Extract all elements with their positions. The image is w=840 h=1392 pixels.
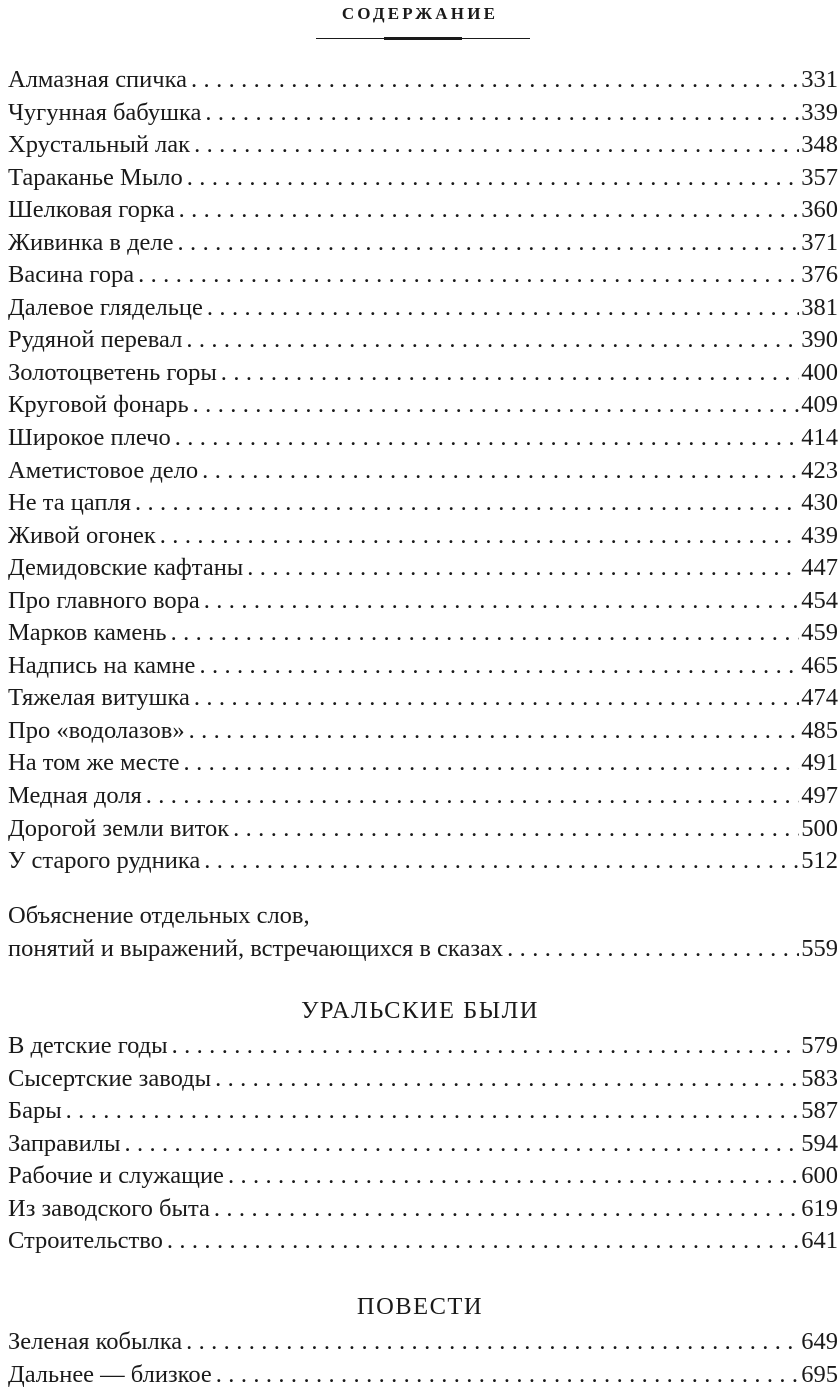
toc-entry-page: 376 bbox=[801, 261, 838, 289]
ornament-thick-rule bbox=[384, 37, 462, 40]
toc-entry-title: Строительство bbox=[8, 1227, 163, 1255]
dot-leader bbox=[186, 1326, 799, 1359]
toc-entry-page: 579 bbox=[801, 1032, 838, 1059]
toc-entry[interactable] bbox=[8, 747, 838, 780]
toc-entry-title: Дальнее — близкое bbox=[8, 1360, 212, 1388]
toc-entry-page: 559 bbox=[801, 935, 838, 962]
toc-entry[interactable] bbox=[8, 1030, 838, 1063]
toc-entry-title: Круговой фонарь bbox=[8, 391, 189, 419]
toc-entry[interactable] bbox=[8, 715, 838, 748]
toc-entry-title: Тяжелая витушка bbox=[8, 684, 190, 712]
toc-entry[interactable] bbox=[8, 162, 838, 195]
toc-entry[interactable] bbox=[8, 259, 838, 292]
toc-entry-page: 381 bbox=[801, 293, 838, 321]
toc-entry[interactable] bbox=[8, 292, 838, 325]
toc-entry-page: 649 bbox=[801, 1328, 838, 1355]
toc-entry-page: 414 bbox=[801, 424, 838, 452]
dot-leader bbox=[221, 357, 799, 390]
dot-leader bbox=[194, 682, 799, 715]
dot-leader bbox=[124, 1128, 799, 1161]
dot-leader bbox=[184, 747, 800, 780]
glossary-entry[interactable] bbox=[8, 933, 838, 966]
toc-entry[interactable] bbox=[8, 1359, 838, 1392]
toc-entry[interactable] bbox=[8, 422, 838, 455]
toc-entry[interactable] bbox=[8, 455, 838, 488]
toc-entry[interactable] bbox=[8, 1225, 838, 1258]
section-heading-povesti: ПОВЕСТИ bbox=[356, 1293, 484, 1320]
toc-entry-page: 485 bbox=[801, 716, 838, 744]
toc-entry-title: Марков камень bbox=[8, 619, 167, 647]
dot-leader bbox=[172, 1030, 800, 1063]
toc-entry-title: Живой огонек bbox=[8, 521, 156, 549]
dot-leader bbox=[167, 1225, 799, 1258]
toc-entry-page: 465 bbox=[801, 651, 838, 679]
toc-entry-page: 331 bbox=[801, 66, 838, 93]
toc-entry-title: Из заводского быта bbox=[8, 1194, 210, 1222]
toc-entry-title: Васина гора bbox=[8, 261, 135, 289]
toc-entry[interactable] bbox=[8, 97, 838, 130]
toc-entry[interactable] bbox=[8, 129, 838, 162]
toc-entry[interactable] bbox=[8, 1326, 838, 1359]
toc-entry-title: Золотоцветень горы bbox=[8, 358, 217, 386]
toc-entry[interactable] bbox=[8, 227, 838, 260]
toc-entry-page: 423 bbox=[801, 456, 838, 484]
dot-leader bbox=[228, 1160, 799, 1193]
toc-entry-page: 512 bbox=[801, 847, 838, 875]
dot-leader bbox=[199, 650, 799, 683]
toc-entry-title: Рудяной перевал bbox=[8, 326, 183, 354]
toc-entry[interactable] bbox=[8, 1063, 838, 1096]
dot-leader bbox=[189, 715, 800, 748]
dot-leader bbox=[207, 292, 799, 325]
toc-entry-title: Рабочие и служащие bbox=[8, 1162, 224, 1190]
toc-entry-page: 454 bbox=[801, 586, 838, 614]
toc-entry[interactable] bbox=[8, 487, 838, 520]
glossary-entry-line1: Объяснение отдельных слов, bbox=[8, 902, 310, 929]
dot-leader bbox=[191, 64, 799, 97]
toc-entry-title: Алмазная спичка bbox=[8, 66, 188, 93]
toc-entry-title: Далевое глядельце bbox=[8, 293, 203, 321]
toc-entry-title: Шелковая горка bbox=[8, 196, 175, 224]
toc-entry-page: 357 bbox=[801, 163, 838, 191]
toc-entry[interactable] bbox=[8, 780, 838, 813]
toc-entry-page: 390 bbox=[801, 326, 838, 354]
dot-leader bbox=[179, 194, 800, 227]
toc-entry-page: 619 bbox=[801, 1194, 838, 1222]
toc-entry-title: Про «водолазов» bbox=[8, 716, 185, 744]
toc-entry-title: Бары bbox=[8, 1097, 62, 1125]
dot-leader bbox=[135, 487, 799, 520]
toc-entry-title: Живинка в деле bbox=[8, 228, 174, 256]
toc-entry-title: Про главного вора bbox=[8, 586, 200, 614]
toc-entry[interactable] bbox=[8, 617, 838, 650]
toc-main-list bbox=[8, 64, 838, 878]
toc-entry-title: Заправилы bbox=[8, 1129, 121, 1157]
toc-entry[interactable] bbox=[8, 1160, 838, 1193]
dot-leader bbox=[66, 1095, 800, 1128]
dot-leader bbox=[247, 552, 799, 585]
toc-entry-title: Хрустальный лак bbox=[8, 131, 191, 159]
dot-leader bbox=[160, 520, 799, 553]
toc-entry[interactable] bbox=[8, 1128, 838, 1161]
toc-entry-page: 430 bbox=[801, 489, 838, 517]
dot-leader bbox=[175, 422, 800, 455]
toc-entry[interactable] bbox=[8, 1193, 838, 1226]
toc-entry-title: В детские годы bbox=[8, 1032, 168, 1059]
toc-entry-title: У старого рудника bbox=[8, 847, 201, 875]
dot-leader bbox=[507, 933, 799, 966]
toc-entry-page: 641 bbox=[801, 1227, 838, 1255]
title-ornament-divider bbox=[316, 37, 530, 41]
toc-entry-page: 474 bbox=[801, 684, 838, 712]
toc-entry-title: Широкое плечо bbox=[8, 424, 171, 452]
toc-entry-page: 600 bbox=[801, 1162, 838, 1190]
toc-entry[interactable] bbox=[8, 552, 838, 585]
dot-leader bbox=[233, 813, 799, 846]
glossary-list bbox=[8, 933, 838, 966]
toc-entry-page: 459 bbox=[801, 619, 838, 647]
toc-entry[interactable] bbox=[8, 650, 838, 683]
toc-entry[interactable] bbox=[8, 585, 838, 618]
toc-entry-page: 447 bbox=[801, 554, 838, 582]
dot-leader bbox=[193, 389, 800, 422]
toc-entry-title: Дорогой земли виток bbox=[8, 814, 230, 842]
dot-leader bbox=[171, 617, 800, 650]
toc-entry-page: 594 bbox=[801, 1129, 838, 1157]
toc-entry-page: 695 bbox=[801, 1360, 838, 1388]
toc-entry-page: 360 bbox=[801, 196, 838, 224]
toc-entry-title: Не та цапля bbox=[8, 489, 131, 517]
toc-entry-title: Сысертские заводы bbox=[8, 1064, 212, 1092]
dot-leader bbox=[214, 1193, 799, 1226]
toc-entry-title: Тараканье Мыло bbox=[8, 163, 183, 191]
toc-entry-page: 587 bbox=[801, 1097, 838, 1125]
toc-entry[interactable] bbox=[8, 845, 838, 878]
toc-entry-title: Аметистовое дело bbox=[8, 456, 199, 484]
section-heading-uralskie-byli: УРАЛЬСКИЕ БЫЛИ bbox=[301, 997, 539, 1024]
dot-leader bbox=[186, 324, 799, 357]
toc-entry-page: 348 bbox=[801, 131, 838, 159]
dot-leader bbox=[187, 162, 799, 195]
toc-entry-page: 500 bbox=[801, 814, 838, 842]
toc-entry-page: 400 bbox=[801, 358, 838, 386]
dot-leader bbox=[202, 455, 799, 488]
toc-entry[interactable] bbox=[8, 357, 838, 390]
toc-entry[interactable] bbox=[8, 194, 838, 227]
toc-entry-page: 497 bbox=[801, 782, 838, 810]
toc-entry[interactable] bbox=[8, 682, 838, 715]
toc-entry[interactable] bbox=[8, 813, 838, 846]
toc-entry-title: понятий и выражений, встречающихся в сказах bbox=[8, 935, 504, 962]
dot-leader bbox=[146, 780, 800, 813]
dot-leader bbox=[138, 259, 799, 292]
toc-entry-page: 371 bbox=[801, 228, 838, 256]
dot-leader bbox=[216, 1359, 799, 1392]
toc-entry[interactable] bbox=[8, 64, 838, 97]
toc-entry[interactable] bbox=[8, 389, 838, 422]
toc-entry-page: 339 bbox=[801, 98, 838, 126]
dot-leader bbox=[178, 227, 800, 260]
dot-leader bbox=[204, 845, 799, 878]
toc-entry-title: Демидовские кафтаны bbox=[8, 554, 244, 582]
toc-entry[interactable] bbox=[8, 520, 838, 553]
toc-entry[interactable] bbox=[8, 324, 838, 357]
toc-entry-title: На том же месте bbox=[8, 749, 180, 777]
toc-entry-title: Медная доля bbox=[8, 782, 142, 810]
toc-entry[interactable] bbox=[8, 1095, 838, 1128]
dot-leader bbox=[194, 129, 799, 162]
toc-entry-page: 491 bbox=[801, 749, 838, 777]
dot-leader bbox=[204, 585, 800, 618]
toc-entry-title: Надпись на камне bbox=[8, 651, 196, 679]
toc-section-list-uralskie-byli bbox=[8, 1030, 838, 1258]
toc-entry-page: 439 bbox=[801, 521, 838, 549]
toc-section-list-povesti bbox=[8, 1326, 838, 1391]
page-title: СОДЕРЖАНИЕ bbox=[341, 4, 499, 23]
toc-entry-title: Чугунная бабушка bbox=[8, 98, 202, 126]
dot-leader bbox=[215, 1063, 799, 1096]
dot-leader bbox=[205, 97, 799, 130]
toc-entry-title: Зеленая кобылка bbox=[8, 1328, 183, 1355]
toc-entry-page: 409 bbox=[801, 391, 838, 419]
toc-entry-page: 583 bbox=[801, 1064, 838, 1092]
